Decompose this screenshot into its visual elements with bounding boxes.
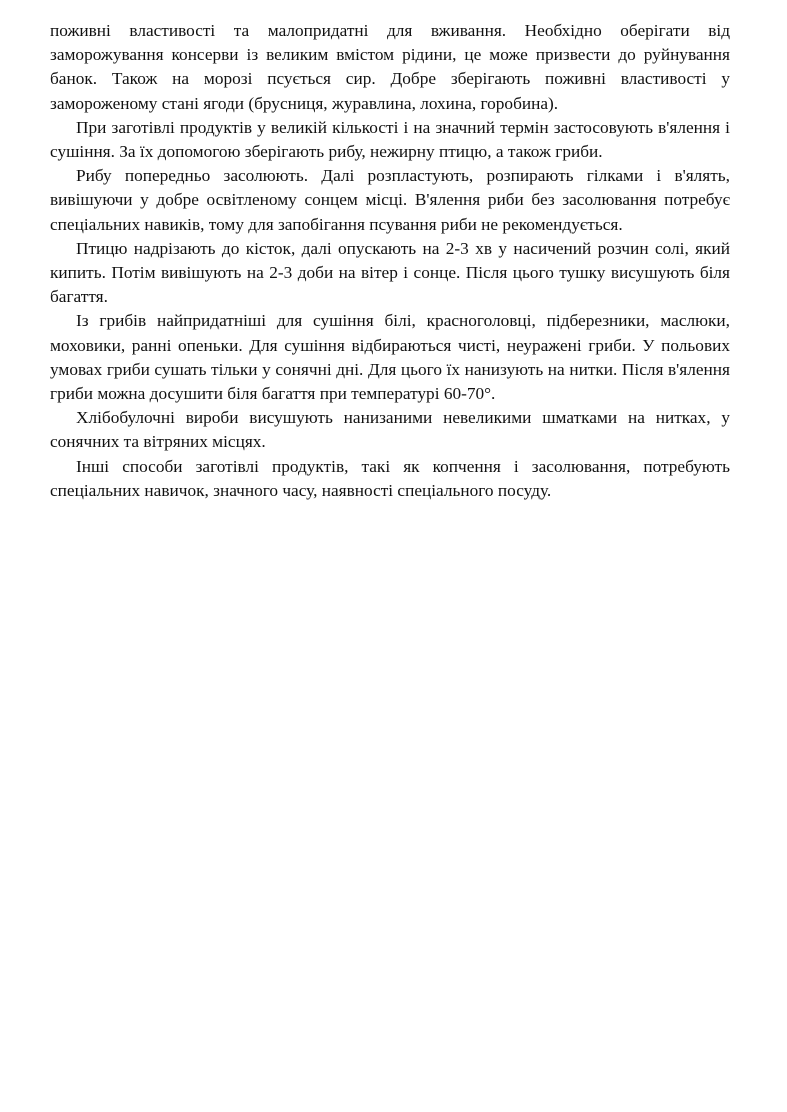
document-body xyxy=(50,19,730,503)
paragraph-drying-intro: При заготівлі продуктів у великій кількості і на значний термін застосовують в'ялення і сушіння. За їх допомогою зберігають рибу, нежирну птицю, а також гриби. xyxy=(50,117,730,162)
paragraph-fish: Рибу попередньо засолюють. Далі розпластують, розпирають гілками і в'ялять, вивішуючи у добре освітленому сонцем місці. В'ялення риби без засолювання потребує спеціальних навиків, тому для запобігання псування риби не рекомендується. xyxy=(50,166,730,234)
paragraph-other-methods: Інші способи заготівлі продуктів, такі як копчення і засолювання, потребують спеціальних навичок, значного часу, наявності спеціального посуду. xyxy=(50,456,730,500)
paragraph-frozen-storage: поживні властивості та малопридатні для вживання. Необхідно оберігати від заморожування консерви із великим вмістом рідини, це може призвести до руйнування банок. Також на морозі псується сир. Добре зберігають поживні властивості у замороженому стані ягоди (брусниця, журавлина, лохина, горобина). xyxy=(50,21,730,113)
paragraph-poultry: Птицю надрізають до кісток, далі опускають на 2-3 хв у насичений розчин солі, який кипить. Потім вивішують на 2-3 доби на вітер і сонце. Після цього тушку висушують біля багаття. xyxy=(50,238,730,307)
paragraph-bread: Хлібобулочні вироби висушують нанизаними невеликими шматками на нитках, у сонячних та вітряних місцях. xyxy=(50,408,730,452)
paragraph-mushrooms: Із грибів найпридатніші для сушіння білі, красноголовці, підберезники, маслюки, моховики, ранні опеньки. Для сушіння відбираються чисті, неуражені гриби. У польових умовах гриби сушать тільки у сонячні дні. Для цього їх нанизують на нитки. Після в'ялення гриби можна досушити біля багаття при температурі 60-70°. xyxy=(50,311,730,404)
